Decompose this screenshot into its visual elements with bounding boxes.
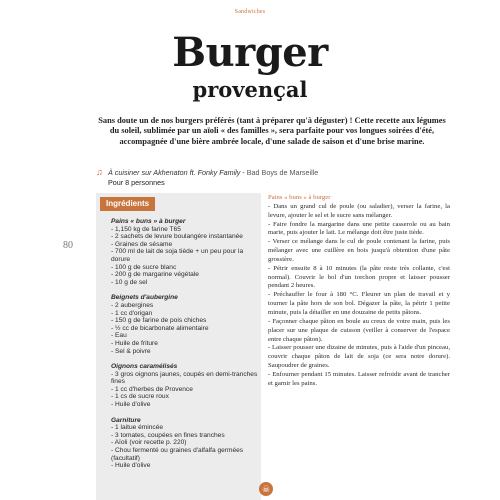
instruction-step: - Dans un grand cul de poule (ou saladier), verser la farine, la levure, ajouter le sel et le sucre sans mélanger. [268,202,450,219]
music-title: Bad Boys de Marseille [246,168,319,177]
ingredient-item: - Graines de sésame [111,240,173,248]
instructions [268,194,450,389]
ingredient-item: - Sel & poivre [111,347,151,355]
ingredient-item: - 2 sachets de levure boulangère instantanée [111,233,243,241]
ingredient-item: - 3 gros oignons jaunes, coupés en demi-tranches fines [111,370,258,386]
music-artist: À cuisiner sur Akhenaton ft. Fonky Family [108,168,241,177]
ingredient-item: - 150 g de farine de pois chiches [111,317,207,325]
ingredient-item: - 200 g de margarine végétale [111,271,199,279]
ingredient-group-title: Garniture [111,416,141,424]
ingredient-item: - Huile d'olive [111,462,151,470]
instruction-step: - Préchauffer le four à 180 °C. Fleurer un plan de travail et y tourner la pâte hors de son bol. Dégazer la pâte, la pétrir 1 petite minute, puis la détailler en une douzaine de petits pâtons. [268,291,450,316]
ingredient-item: - 1 cc d'origan [111,309,153,317]
ingredient-group [111,294,259,355]
ingredient-item: - 100 g de sucre blanc [111,263,177,271]
instruction-step: - Enfourner pendant 15 minutes. Laisser refroidir avant de trancher et garnir les pains. [268,370,450,387]
ingredient-group [111,363,259,409]
ingredient-item: - 1 cc d'herbes de Provence [111,385,193,393]
servings: Pour 8 personnes [108,178,165,187]
instruction-step: - Faire fondre la margarine dans une petite casserole ou au bain marie, puis ajouter le lait. Le mélange doit être juste tiède. [268,220,450,237]
music-separator: - [240,168,247,177]
ingredients-header [100,197,155,211]
ingredient-item: - 1 cs de sucre roux [111,393,169,401]
ingredient-item: - 3 tomates, coupées en fines tranches [111,431,225,439]
ingredients-list [111,218,259,478]
ingredient-item: - Aïoli (voir recette p. 220) [111,439,187,447]
ingredient-item: - 2 aubergines [111,301,154,309]
ingredient-item: - Chou fermenté ou graines d'alfalfa germées (facultatif) [111,447,244,462]
page-number: 80 [63,240,73,251]
ingredient-item: - 1 laitue émincée [111,424,164,432]
ingredient-group-title: Beignets d'aubergine [111,294,178,302]
ingredients-header-label: Ingrédients [106,199,150,208]
intro-text: Sans doute un de nos burgers préférés (tant à préparer qu'à déguster) ! Cette recette aux légumes du soleil, sublimée par un aïoli « des familles », sera parfaite pour vos longues soirées d'été, accompagnée d'une bière ambrée locale, d'une salade de saison et d'une brise marine. [98,116,446,146]
ingredient-group-title: Oignons caramélisés [111,363,178,371]
instruction-step: - Façonner chaque pâton en boule au creux de votre main, puis les placer sur une plaque de cuisson (veiller à conserver de l'espace entre chaque pâton). [268,317,450,343]
instruction-step: - Pétrir ensuite 8 à 10 minutes (la pâte reste très collante, c'est normal). Couvrir le bol d'un torchon propre et laisser pousser pendant 2 heures. [268,264,450,290]
ingredient-item: - ½ cc de bicarbonate alimentaire [111,324,209,332]
ingredient-item: - 700 ml de lait de soja tiède + un peu pour la dorure [111,248,244,263]
ingredient-item: - 10 g de sel [111,278,148,286]
ingredient-item: - Eau [111,332,127,340]
music-note-icon: ♫ [96,167,103,177]
ingredient-group [111,218,259,286]
ingredient-group-title: Pains « buns » à burger [111,218,186,225]
instructions-title: Pains « buns » à burger [268,194,331,201]
music-suggestion [96,167,396,178]
ingredient-item: - Huile d'olive [111,401,151,409]
recipe-title: Burger [172,29,328,76]
chef-logo-icon: ☠ [259,482,273,496]
ingredient-item: - 1,150 kg de farine T65 [111,225,181,233]
recipe-subtitle: provençal [192,77,308,102]
ingredient-group [111,417,259,470]
ingredient-item: - Huile de friture [111,339,158,347]
instruction-step: - Verser ce mélange dans le cul de poule contenant la farine, puis mélanger avec une cuillère en bois jusqu'à obtention d'une pâte grossière. [268,238,450,263]
instruction-step: - Laisser pousser une dizaine de minutes, puis à l'aide d'un pinceau, couvrir chaque pâton de lait de soja (ce sera notre dorure). Saupoudrer de graines. [268,344,450,370]
section-label: Sandwiches [234,9,266,15]
